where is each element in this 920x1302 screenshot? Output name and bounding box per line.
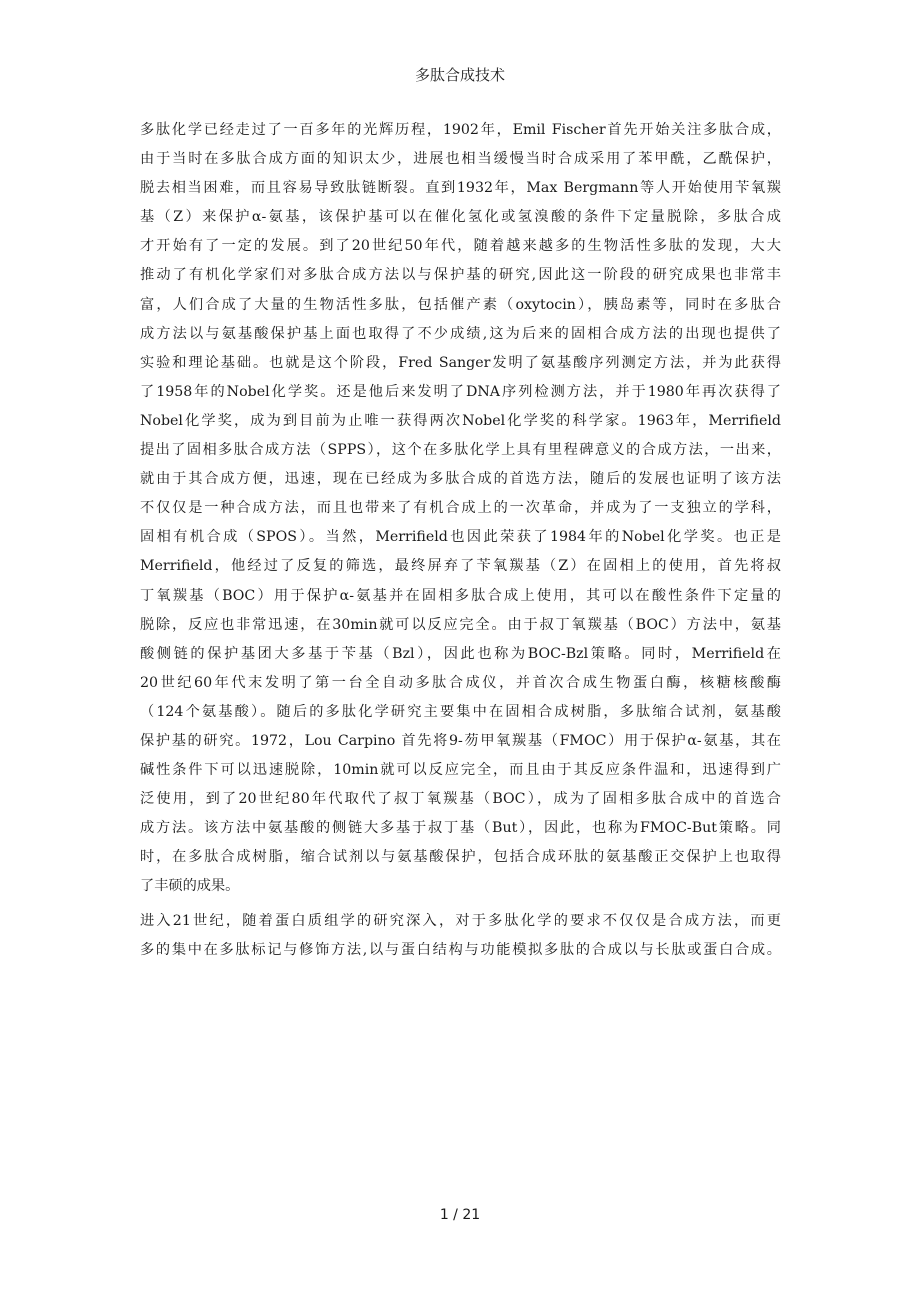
text-line: 才开始有了一定的发展。到了20世纪50年代，随着越来越多的生物活性多肽的发现，大大 bbox=[140, 238, 781, 255]
text-line: 了1958年的Nobel化学奖。还是他后来发明了DNA序列检测方法，并于1980年再次获得了 bbox=[140, 383, 781, 400]
paragraph-2 bbox=[140, 907, 781, 965]
text-line: 固相有机合成（SPOS）。当然，Merrifield也因此荣获了1984年的Nobel化学奖。也正是 bbox=[140, 529, 781, 546]
text-line: Merrifield，他经过了反复的筛选，最终屏弃了苄氧羰基（Z）在固相上的使用，首先将叔 bbox=[140, 558, 781, 575]
text-line: 多肽化学已经走过了一百多年的光辉历程，1902年，Emil Fischer首先开始关注多肽合成， bbox=[140, 122, 781, 138]
text-line: 时，在多肽合成树脂，缩合试剂以与氨基酸保护，包括合成环肽的氨基酸正交保护上也取得 bbox=[140, 849, 781, 866]
text-line: 多的集中在多肽标记与修饰方法,以与蛋白结构与功能模拟多肽的合成以与长肽或蛋白合成。 bbox=[140, 941, 781, 958]
text-line: 就由于其合成方便，迅速，现在已经成为多肽合成的首选方法，随后的发展也证明了该方法 bbox=[140, 471, 781, 488]
text-line: 推动了有机化学家们对多肽合成方法以与保护基的研究,因此这一阶段的研究成果也非常丰 bbox=[140, 267, 781, 284]
text-line: 20世纪60年代末发明了第一台全自动多肽合成仪，并首次合成生物蛋白酶，核糖核酸酶 bbox=[140, 674, 781, 691]
text-line: （124个氨基酸）。随后的多肽化学研究主要集中在固相合成树脂，多肽缩合试剂，氨基酸 bbox=[140, 703, 781, 720]
text-line: 成方法。该方法中氨基酸的侧链大多基于叔丁基（But），因此，也称为FMOC-But策略。同 bbox=[140, 820, 781, 837]
text-line: 实验和理论基础。也就是这个阶段，Fred Sanger发明了氨基酸序列测定方法，并为此获得 bbox=[140, 354, 781, 371]
text-line: Nobel化学奖，成为到目前为止唯一获得两次Nobel化学奖的科学家。1963年，Merrifield bbox=[140, 412, 781, 429]
text-line: 成方法以与氨基酸保护基上面也取得了不少成绩,这为后来的固相合成方法的出现也提供了 bbox=[140, 325, 781, 342]
text-line: 酸侧链的保护基团大多基于苄基（Bzl），因此也称为BOC-Bzl策略。同时，Merrifield在 bbox=[140, 645, 781, 662]
text-line: 进入21世纪，随着蛋白质组学的研究深入，对于多肽化学的要求不仅仅是合成方法，而更 bbox=[140, 912, 781, 929]
text-line: 了丰硕的成果。 bbox=[140, 878, 240, 895]
text-line: 基（Z）来保护α-氨基，该保护基可以在催化氢化或氢溴酸的条件下定量脱除，多肽合成 bbox=[140, 209, 781, 226]
document-body bbox=[140, 116, 781, 965]
text-line: 脱去相当困难，而且容易导致肽链断裂。直到1932年，Max Bergmann等人开始使用苄氧羰 bbox=[140, 180, 781, 197]
text-line: 泛使用，到了20世纪80年代取代了叔丁氧羰基（BOC），成为了固相多肽合成中的首选合 bbox=[140, 791, 781, 808]
text-line: 富，人们合成了大量的生物活性多肽，包括催产素（oxytocin），胰岛素等，同时在多肽合 bbox=[140, 296, 781, 313]
paragraph-1 bbox=[140, 116, 781, 902]
text-line: 不仅仅是一种合成方法，而且也带来了有机合成上的一次革命，并成为了一支独立的学科， bbox=[140, 500, 781, 517]
text-line: 保护基的研究。1972，Lou Carpino 首先将9-芴甲氧羰基（FMOC）用于保护α-氨基，其在 bbox=[140, 732, 781, 749]
text-line: 碱性条件下可以迅速脱除，10min就可以反应完全，而且由于其反应条件温和，迅速得到广 bbox=[140, 762, 781, 779]
text-line: 由于当时在多肽合成方面的知识太少，进展也相当缓慢当时合成采用了苯甲酰，乙酰保护， bbox=[140, 151, 781, 168]
text-line: 脱除，反应也非常迅速，在30min就可以反应完全。由于叔丁氧羰基（BOC）方法中，氨基 bbox=[140, 616, 781, 633]
text-line: 提出了固相多肽合成方法（SPPS），这个在多肽化学上具有里程碑意义的合成方法，一出来， bbox=[140, 442, 781, 459]
page-number: 1 / 21 bbox=[439, 1207, 481, 1223]
document-title: 多肽合成技术 bbox=[414, 66, 505, 84]
text-line: 丁氧羰基（BOC）用于保护α-氨基并在固相多肽合成上使用，其可以在酸性条件下定量的 bbox=[140, 587, 781, 604]
